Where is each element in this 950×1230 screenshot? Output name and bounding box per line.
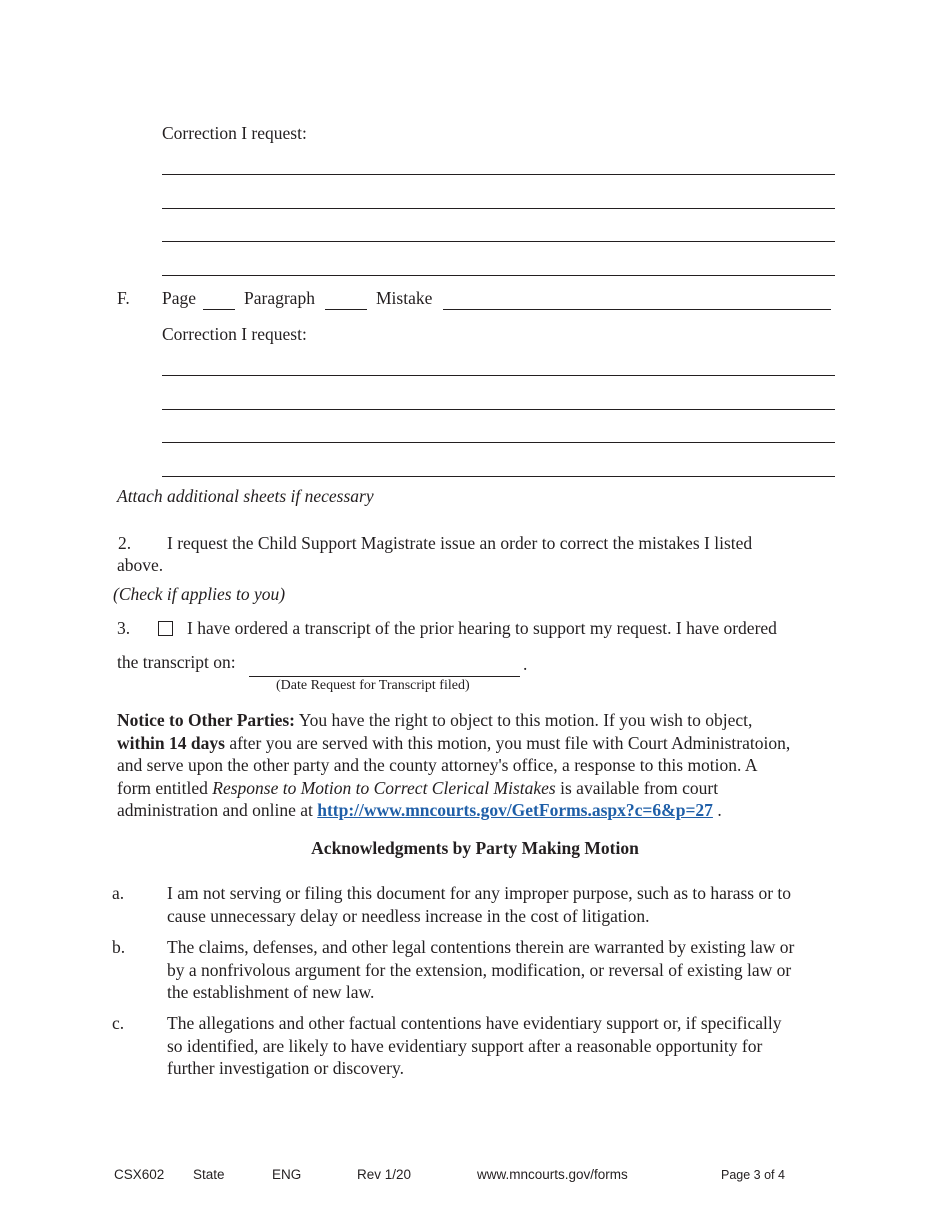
paragraph-field[interactable] <box>325 309 367 310</box>
correction-line-e-1[interactable] <box>162 174 835 175</box>
footer-form-code: CSX602 <box>114 1167 165 1182</box>
ack-c-text <box>167 1012 842 1080</box>
section-f-letter: F. <box>117 288 130 308</box>
item-3-text: I have ordered a transcript of the prior hearing to support my request. I have ordered <box>187 618 777 638</box>
transcript-label: the transcript on: <box>117 652 236 672</box>
ack-c-line-3: further investigation or discovery. <box>167 1058 404 1078</box>
forms-link[interactable]: http://www.mncourts.gov/GetForms.aspx?c=6&p=27 <box>317 800 713 820</box>
footer-website: www.mncourts.gov/forms <box>477 1167 628 1182</box>
notice-text-4b: is available from court <box>555 777 719 798</box>
ack-b-text <box>167 936 842 1004</box>
ack-c-line-2: so identified, are likely to have evidentiary support after a reasonable opportunity for <box>167 1035 763 1056</box>
item-2-number: 2. <box>118 533 132 553</box>
item-2-text-cont: above. <box>117 555 164 575</box>
transcript-checkbox[interactable] <box>158 621 173 636</box>
footer-page-number: Page 3 of 4 <box>721 1168 785 1182</box>
correction-line-f-3[interactable] <box>162 442 835 443</box>
attach-note: Attach additional sheets if necessary <box>117 486 374 506</box>
correction-line-e-3[interactable] <box>162 241 835 242</box>
ack-a-text <box>167 882 842 927</box>
notice-text-5-end: . <box>712 800 722 820</box>
page-label: Page <box>162 288 197 308</box>
acknowledgments-heading: Acknowledgments by Party Making Motion <box>311 838 639 858</box>
ack-c-line-1: The allegations and other factual contentions have evidentiary support or, if specifically <box>167 1013 782 1033</box>
notice-text-1: You have the right to object to this motion. If you wish to object, <box>295 710 753 730</box>
check-note: (Check if applies to you) <box>113 584 286 604</box>
ack-a-line-1: I am not serving or filing this document for any improper purpose, such as to harass or to <box>167 883 792 903</box>
ack-b-label: b. <box>112 937 126 957</box>
ack-b-line-2: by a nonfrivolous argument for the extension, modification, or reversal of existing law or <box>167 959 792 980</box>
mistake-label: Mistake <box>376 288 433 308</box>
ack-b-line-3: the establishment of new law. <box>167 982 375 1002</box>
correction-label-e: Correction I request: <box>162 123 307 143</box>
footer-state: State <box>193 1167 225 1182</box>
ack-c-label: c. <box>112 1013 125 1033</box>
correction-line-e-4[interactable] <box>162 275 835 276</box>
ack-b-line-1: The claims, defenses, and other legal contentions therein are warranted by existing law or <box>167 937 795 957</box>
correction-label-f: Correction I request: <box>162 324 307 344</box>
correction-line-f-2[interactable] <box>162 409 835 410</box>
item-2-text: I request the Child Support Magistrate issue an order to correct the mistakes I listed <box>167 533 753 553</box>
correction-line-f-4[interactable] <box>162 476 835 477</box>
mistake-field[interactable] <box>443 309 831 310</box>
date-caption: (Date Request for Transcript filed) <box>276 678 470 693</box>
page-field[interactable] <box>203 309 235 310</box>
notice-heading: Notice to Other Parties: <box>117 710 296 730</box>
notice-deadline: within 14 days <box>117 732 225 753</box>
response-form-title: Response to Motion to Correct Clerical Mistakes <box>212 777 556 798</box>
notice-text-5: administration and online at <box>117 800 318 820</box>
paragraph-label: Paragraph <box>244 288 315 308</box>
footer-revision: Rev 1/20 <box>357 1167 412 1182</box>
transcript-period: . <box>523 654 528 674</box>
ack-a-line-2: cause unnecessary delay or needless increase in the cost of litigation. <box>167 905 650 926</box>
footer-language: ENG <box>272 1167 302 1182</box>
correction-line-f-1[interactable] <box>162 375 835 376</box>
notice-text-3: and serve upon the other party and the county attorney's office, a response to this motion. A <box>117 755 758 775</box>
correction-line-e-2[interactable] <box>162 208 835 209</box>
notice-text-4a: form entitled <box>117 777 213 798</box>
ack-a-label: a. <box>112 883 125 903</box>
item-3-number: 3. <box>117 618 131 638</box>
notice-text-2: after you are served with this motion, you must file with Court Administratoion, <box>224 732 791 753</box>
notice-paragraph <box>117 709 842 822</box>
